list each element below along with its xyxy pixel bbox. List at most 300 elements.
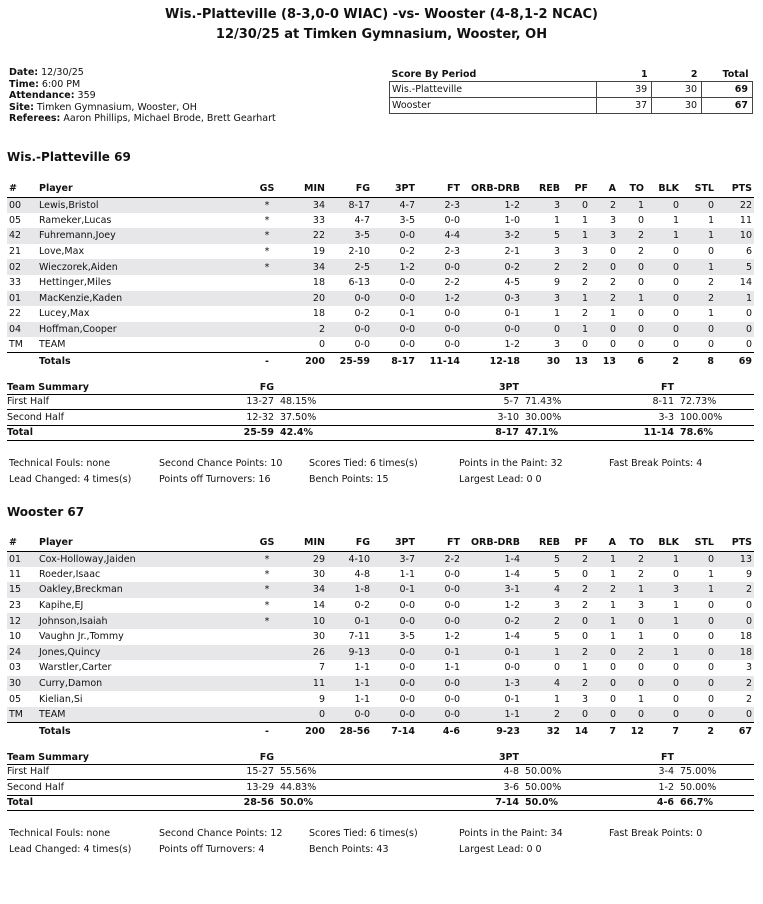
stat-cell: Kielian,Si [37, 691, 247, 707]
stat-cell: 0 [590, 259, 618, 275]
stat-cell: 2 [618, 551, 646, 567]
column-header: A [590, 535, 618, 551]
stat-cell: 33 [7, 275, 37, 291]
sbp-row: Wis.-Platteville 39 30 69 [390, 81, 753, 97]
stat-cell: 0 [618, 676, 646, 692]
stat-cell: 0 [590, 244, 618, 260]
summary-cell: 50.0% [522, 795, 602, 811]
stat-cell: 2-3 [417, 197, 462, 213]
stat-cell: 0-0 [372, 707, 417, 723]
stat-cell: 1 [646, 613, 681, 629]
stat-cell: 7-11 [327, 629, 372, 645]
stat-cell: 0 [646, 676, 681, 692]
stat-cell: 1 [618, 582, 646, 598]
stat-cell: * [247, 551, 287, 567]
stat-cell: 2 [681, 291, 716, 307]
stat-cell: 3-2 [462, 228, 522, 244]
summary-cell: First Half [7, 394, 117, 410]
column-header: STL [681, 181, 716, 197]
stat-cell: 0 [646, 322, 681, 338]
stat-cell: 1 [646, 598, 681, 614]
stat-cell: 0 [716, 598, 754, 614]
stat-cell: 18 [287, 306, 327, 322]
summary-cell: 42.4% [277, 425, 357, 441]
stat-cell: 0 [646, 306, 681, 322]
team-title: Wooster 67 [7, 505, 85, 519]
player-row [7, 291, 754, 307]
stat-cell: 1-1 [327, 691, 372, 707]
column-header: ORB-DRB [462, 535, 522, 551]
stat-cell: 1 [562, 660, 590, 676]
stat-cell: 0 [287, 707, 327, 723]
stat-cell: 1-2 [417, 629, 462, 645]
stat-cell: 22 [7, 306, 37, 322]
sbp-htotal: Total [722, 68, 749, 80]
stat-cell: 0-0 [372, 337, 417, 353]
stat-cell: 2 [618, 567, 646, 583]
stat-cell: Kapihe,EJ [37, 598, 247, 614]
stat-cell: 0-0 [417, 306, 462, 322]
stat-cell: 04 [7, 322, 37, 338]
stat-cell: 4-8 [327, 567, 372, 583]
stat-cell: 3-5 [372, 213, 417, 229]
totals-cell: 11-14 [417, 353, 462, 370]
stat-cell: 18 [716, 629, 754, 645]
misc-stat: Points off Turnovers: 16 [159, 473, 271, 485]
stat-cell: 0 [681, 598, 716, 614]
stat-cell: 0 [716, 306, 754, 322]
stat-cell: 1-0 [462, 213, 522, 229]
info-site: Site: Timken Gymnasium, Wooster, OH [9, 101, 197, 113]
stat-cell: 0-0 [327, 707, 372, 723]
misc-stat: Points off Turnovers: 4 [159, 843, 265, 855]
stat-cell: 0-2 [372, 244, 417, 260]
stat-cell: 2 [562, 582, 590, 598]
stat-cell: 4-4 [417, 228, 462, 244]
stat-cell: Hoffman,Cooper [37, 322, 247, 338]
stat-cell: 1 [618, 197, 646, 213]
stat-cell: 02 [7, 259, 37, 275]
summary-cell: 48.15% [277, 394, 357, 410]
stat-cell: * [247, 259, 287, 275]
stat-cell: 0-1 [417, 645, 462, 661]
stat-cell: 1 [590, 567, 618, 583]
stat-cell: 0 [646, 660, 681, 676]
stat-cell: 2 [618, 228, 646, 244]
totals-row [7, 353, 754, 370]
stat-cell: 0 [618, 213, 646, 229]
stat-cell: 0 [646, 707, 681, 723]
summary-cell: 30.00% [522, 410, 602, 426]
player-row [7, 228, 754, 244]
stat-cell: 1 [562, 322, 590, 338]
summary-fg-label: FG [117, 382, 277, 394]
summary-row [7, 425, 754, 441]
stat-cell: 3 [590, 213, 618, 229]
misc-stat: Largest Lead: 0 0 [459, 473, 542, 485]
stat-cell: 4-5 [462, 275, 522, 291]
stat-cell: 1 [681, 259, 716, 275]
summary-cell: Total [7, 795, 117, 811]
column-header: GS [247, 535, 287, 551]
stat-cell: 3-7 [372, 551, 417, 567]
stat-cell: 0-0 [372, 676, 417, 692]
summary-row [7, 780, 754, 796]
summary-cell: First Half [7, 764, 117, 780]
stat-cell: 2 [716, 582, 754, 598]
column-header: FG [327, 535, 372, 551]
stat-cell: 2 [562, 306, 590, 322]
stat-cell: 5 [716, 259, 754, 275]
stat-cell: 11 [287, 676, 327, 692]
stat-cell: 1 [590, 598, 618, 614]
stat-cell: 34 [287, 582, 327, 598]
column-header: ORB-DRB [462, 181, 522, 197]
column-header: PF [562, 181, 590, 197]
summary-label: Team Summary [7, 382, 117, 394]
stat-cell: 0-1 [462, 691, 522, 707]
stat-cell: 0 [681, 322, 716, 338]
stat-cell: 0 [646, 197, 681, 213]
column-header: GS [247, 181, 287, 197]
stat-cell: 6-13 [327, 275, 372, 291]
stat-cell: 12 [7, 613, 37, 629]
summary-cell: 47.1% [522, 425, 602, 441]
stat-cell [247, 676, 287, 692]
stat-cell: Fuhremann,Joey [37, 228, 247, 244]
stat-cell: 2-2 [417, 551, 462, 567]
stat-cell: Vaughn Jr.,Tommy [37, 629, 247, 645]
stat-cell: 33 [287, 213, 327, 229]
stat-cell: 13 [716, 551, 754, 567]
stat-cell: 2 [287, 322, 327, 338]
stat-cell: 0 [716, 613, 754, 629]
box-score-table [7, 181, 754, 370]
stat-cell: 2 [562, 275, 590, 291]
stat-cell: 1-2 [462, 337, 522, 353]
column-header: STL [681, 535, 716, 551]
team-title: Wis.-Platteville 69 [7, 150, 131, 164]
column-header: MIN [287, 535, 327, 551]
stat-cell: 0 [646, 275, 681, 291]
stat-cell: 0 [681, 197, 716, 213]
stat-cell: 0 [618, 707, 646, 723]
stat-cell: 1 [562, 291, 590, 307]
player-row [7, 259, 754, 275]
summary-cell: 1-2 [602, 780, 677, 796]
summary-cell: Second Half [7, 410, 117, 426]
stat-cell: 2-1 [462, 244, 522, 260]
stat-cell: TM [7, 337, 37, 353]
stat-cell: 0 [522, 322, 562, 338]
stat-cell: 0-0 [462, 322, 522, 338]
totals-cell: 4-6 [417, 723, 462, 740]
stat-cell: 0-0 [417, 676, 462, 692]
summary-3pt-label: 3PT [357, 752, 522, 764]
stat-cell: 1 [618, 691, 646, 707]
stat-cell: Rameker,Lucas [37, 213, 247, 229]
stat-cell: 1-3 [462, 676, 522, 692]
stat-cell: * [247, 213, 287, 229]
stat-cell: 0 [590, 691, 618, 707]
column-header: BLK [646, 535, 681, 551]
stat-cell: 0-0 [417, 337, 462, 353]
player-row [7, 660, 754, 676]
stat-cell: 0 [646, 259, 681, 275]
stat-cell: 1-1 [327, 660, 372, 676]
summary-cell: 4-6 [602, 795, 677, 811]
stat-cell: 0-0 [417, 598, 462, 614]
misc-stat: Lead Changed: 4 times(s) [9, 843, 132, 855]
player-row [7, 676, 754, 692]
totals-cell: 13 [562, 353, 590, 370]
summary-label: Team Summary [7, 752, 117, 764]
stat-cell: Oakley,Breckman [37, 582, 247, 598]
summary-cell: 44.83% [277, 780, 357, 796]
stat-cell: 2 [590, 197, 618, 213]
stat-cell: 0-0 [372, 660, 417, 676]
stat-cell: 2 [562, 676, 590, 692]
stat-cell: 0-0 [417, 259, 462, 275]
summary-cell: 78.6% [677, 425, 754, 441]
column-header: Player [37, 181, 247, 197]
stat-cell: 0-0 [462, 660, 522, 676]
stat-cell: * [247, 244, 287, 260]
stat-cell: 1-4 [462, 629, 522, 645]
box-score-table [7, 535, 754, 740]
stat-cell: 30 [287, 567, 327, 583]
stat-cell: 0 [562, 337, 590, 353]
stat-cell: 4-7 [327, 213, 372, 229]
stat-cell: 29 [287, 551, 327, 567]
column-header: PF [562, 535, 590, 551]
summary-cell: 50.00% [522, 780, 602, 796]
player-row [7, 306, 754, 322]
totals-cell: 8-17 [372, 353, 417, 370]
stat-cell: 2-2 [417, 275, 462, 291]
player-row [7, 197, 754, 213]
totals-cell: 13 [590, 353, 618, 370]
stat-cell: 3-5 [327, 228, 372, 244]
stat-cell: 1 [646, 213, 681, 229]
totals-cell [7, 353, 37, 370]
misc-stat: Points in the Paint: 32 [459, 458, 563, 469]
stat-cell: 0 [590, 645, 618, 661]
stat-cell: 0-2 [462, 613, 522, 629]
stat-cell: 1 [681, 213, 716, 229]
stat-cell: 0 [590, 707, 618, 723]
summary-cell: Total [7, 425, 117, 441]
stat-cell: 2 [522, 259, 562, 275]
totals-cell: 7 [590, 723, 618, 740]
stat-cell: 0 [681, 676, 716, 692]
summary-cell: 12-32 [117, 410, 277, 426]
totals-cell: 32 [522, 723, 562, 740]
stat-cell: 0-3 [462, 291, 522, 307]
column-header: PTS [716, 535, 754, 551]
stat-cell: 1 [522, 306, 562, 322]
stat-cell: 1 [646, 645, 681, 661]
team-summary-table [7, 752, 754, 811]
stat-cell: 2 [562, 551, 590, 567]
game-info [9, 67, 276, 125]
stat-cell: 24 [7, 645, 37, 661]
stat-cell: 0-0 [417, 582, 462, 598]
summary-cell: 37.50% [277, 410, 357, 426]
stat-cell: 3 [522, 337, 562, 353]
stat-cell: 3 [646, 582, 681, 598]
summary-cell: 55.56% [277, 764, 357, 780]
column-header: A [590, 181, 618, 197]
column-header: 3PT [372, 535, 417, 551]
stat-cell: 1 [618, 629, 646, 645]
stat-cell: 21 [7, 244, 37, 260]
summary-cell: 3-6 [357, 780, 522, 796]
stat-cell: 10 [287, 613, 327, 629]
stat-cell: 34 [287, 197, 327, 213]
stat-cell: 0 [590, 660, 618, 676]
totals-cell: 6 [618, 353, 646, 370]
summary-row [7, 764, 754, 780]
player-row [7, 707, 754, 723]
totals-cell: 30 [522, 353, 562, 370]
stat-cell: 0 [681, 613, 716, 629]
player-row [7, 244, 754, 260]
misc-stat: Largest Lead: 0 0 [459, 843, 542, 855]
stat-cell: 2 [522, 707, 562, 723]
score-by-period [389, 68, 753, 114]
stat-cell: 0-0 [417, 707, 462, 723]
stat-cell: TEAM [37, 337, 247, 353]
stat-cell: 2 [590, 275, 618, 291]
stat-cell: 0 [618, 660, 646, 676]
stat-cell: 2 [716, 691, 754, 707]
stat-cell: 1 [522, 645, 562, 661]
player-row [7, 629, 754, 645]
column-header: TO [618, 181, 646, 197]
stat-cell: Warstler,Carter [37, 660, 247, 676]
stat-cell: 1-1 [372, 567, 417, 583]
stat-cell: 0 [681, 691, 716, 707]
stat-cell: 0-0 [417, 613, 462, 629]
stat-cell [247, 707, 287, 723]
stat-cell: 14 [716, 275, 754, 291]
summary-cell: 50.00% [522, 764, 602, 780]
stat-cell: * [247, 613, 287, 629]
misc-stat: Lead Changed: 4 times(s) [9, 473, 132, 485]
player-row [7, 275, 754, 291]
stat-cell: 15 [7, 582, 37, 598]
player-row [7, 645, 754, 661]
stat-cell: 0 [590, 676, 618, 692]
stat-cell [247, 291, 287, 307]
summary-cell: 75.00% [677, 764, 754, 780]
stat-cell [247, 337, 287, 353]
stat-cell: 3 [562, 244, 590, 260]
stat-cell: 3 [562, 691, 590, 707]
stat-cell: 1 [646, 551, 681, 567]
totals-cell: 9-23 [462, 723, 522, 740]
stat-cell: 1-1 [462, 707, 522, 723]
stat-cell: 0-0 [417, 213, 462, 229]
totals-row [7, 723, 754, 740]
column-header: FG [327, 181, 372, 197]
player-row [7, 337, 754, 353]
totals-cell: Totals [37, 723, 247, 740]
stat-cell: * [247, 582, 287, 598]
column-header: BLK [646, 181, 681, 197]
misc-stat: Points in the Paint: 34 [459, 828, 563, 839]
stat-cell: 0-1 [462, 306, 522, 322]
stat-cell: 5 [522, 567, 562, 583]
stat-cell: 0 [646, 337, 681, 353]
stat-cell: 0-1 [462, 645, 522, 661]
info-date: Date: 12/30/25 [9, 67, 84, 78]
stat-cell: 2-3 [417, 244, 462, 260]
stat-cell: 3 [590, 228, 618, 244]
stat-cell: 2 [618, 645, 646, 661]
totals-cell: 25-59 [327, 353, 372, 370]
stat-cell: Johnson,Isaiah [37, 613, 247, 629]
totals-cell [7, 723, 37, 740]
totals-cell: 2 [646, 353, 681, 370]
totals-cell: 12-18 [462, 353, 522, 370]
totals-cell: 200 [287, 353, 327, 370]
summary-cell: 50.0% [277, 795, 357, 811]
stat-cell: 2 [590, 582, 618, 598]
stat-cell: 0-0 [372, 598, 417, 614]
sbp-h2: 2 [690, 68, 698, 80]
stat-cell: 4 [522, 676, 562, 692]
stat-cell: 0-0 [417, 691, 462, 707]
stat-cell: 0 [681, 660, 716, 676]
stat-cell: 1 [681, 306, 716, 322]
stat-cell: 0 [562, 613, 590, 629]
stat-cell: 0-0 [372, 613, 417, 629]
column-header: MIN [287, 181, 327, 197]
stat-cell: 0 [287, 337, 327, 353]
stat-cell: 0 [716, 337, 754, 353]
stat-cell: 10 [716, 228, 754, 244]
stat-cell: 0 [618, 337, 646, 353]
stat-cell: * [247, 228, 287, 244]
stat-cell: 0 [646, 291, 681, 307]
stat-cell: 05 [7, 213, 37, 229]
stat-cell: 1-1 [417, 660, 462, 676]
stat-cell: 0 [590, 322, 618, 338]
summary-ft-label: FT [602, 752, 677, 764]
summary-cell: 11-14 [602, 425, 677, 441]
stat-cell: 1-4 [462, 551, 522, 567]
stat-cell: 0-1 [372, 582, 417, 598]
stat-cell [247, 629, 287, 645]
stat-cell: 0-0 [372, 691, 417, 707]
summary-cell: 100.00% [677, 410, 754, 426]
stat-cell: 0 [618, 306, 646, 322]
stat-cell: 11 [7, 567, 37, 583]
stat-cell: 4-10 [327, 551, 372, 567]
team-summary-table [7, 382, 754, 441]
stat-cell: 30 [7, 676, 37, 692]
totals-cell: 67 [716, 723, 754, 740]
column-header: REB [522, 535, 562, 551]
stat-cell: 4-7 [372, 197, 417, 213]
stat-cell: 5 [522, 551, 562, 567]
stat-cell: 01 [7, 551, 37, 567]
stat-cell: 0 [646, 629, 681, 645]
summary-cell: 5-7 [357, 394, 522, 410]
misc-stats [9, 456, 759, 487]
